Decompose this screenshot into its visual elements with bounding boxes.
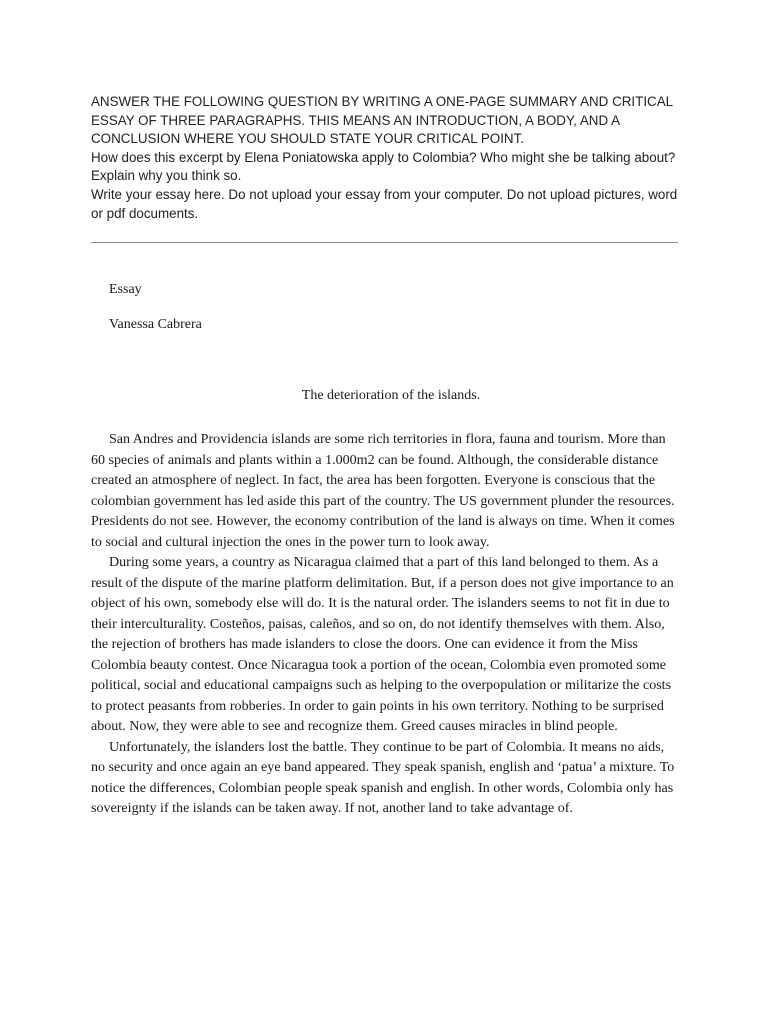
prompt-note: Write your essay here. Do not upload your essay from your computer. Do not upload pictures, word or pdf documents. <box>91 186 678 221</box>
prompt-instruction: ANSWER THE FOLLOWING QUESTION BY WRITING A ONE-PAGE SUMMARY AND CRITICAL ESSAY OF THREE PARAGRAPHS. THIS MEANS AN INTRODUCTION, A BODY, AND A CONCLUSION WHERE YOU SHOULD STATE YOUR CRITICAL POINT. <box>91 94 673 147</box>
author-name: Vanessa Cabrera <box>109 317 202 332</box>
essay-title: The deterioration of the islands. <box>301 388 481 403</box>
essay-paragraph-2: During some years, a country as Nicaragua claimed that a part of this land belonged to them. As a result of the dispute of the marine platform delimitation. But, if a person does not give importance to an object of his own, somebody else will do. It is the natural order. The islanders seems to not fit in due to their interculturality. Costeños, paisas, caleños, and so on, do not identify themselves with them. Also, the rejection of brothers has made islanders to close the doors. One can evidence it from the Miss Colombia beauty contest. Once Nicaragua took a portion of the ocean, Colombia even promoted some political, social and educational campaigns such as helping to the overpopulation or militarize the costs to protect peasants from robberies. In order to gain points in his own territory. Nothing to be surprised about. Now, they were able to see and recognize them. Greed causes miracles in blind people. <box>91 554 674 734</box>
essay-label: Essay <box>109 282 142 297</box>
essay-body <box>91 429 679 819</box>
essay-paragraph-1: San Andres and Providencia islands are some rich territories in flora, fauna and tourism. More than 60 species of animals and plants within a 1.000m2 can be found. Although, the considerable distance created an atmosphere of neglect. In fact, the area has been forgotten. Everyone is conscious that the colombian government has led aside this part of the country. The US government plunder the resources. Presidents do not see. However, the economy contribution of the land is always on time. When it comes to social and cultural injection the ones in the power turn to look away. <box>91 431 675 550</box>
divider <box>91 242 678 243</box>
assignment-prompt <box>91 93 691 223</box>
essay-paragraph-3: Unfortunately, the islanders lost the battle. They continue to be part of Colombia. It means no aids, no security and once again an eye band appeared. They speak spanish, english and ‘patua’ a mixture. To notice the differences, Colombian people speak spanish and english. In other words, Colombia only has sovereignty if the islands can be taken away. If not, another land to take advantage of. <box>91 738 675 816</box>
prompt-question: How does this excerpt by Elena Poniatowska apply to Colombia? Who might she be talking about? Explain why you think so. <box>91 149 676 184</box>
